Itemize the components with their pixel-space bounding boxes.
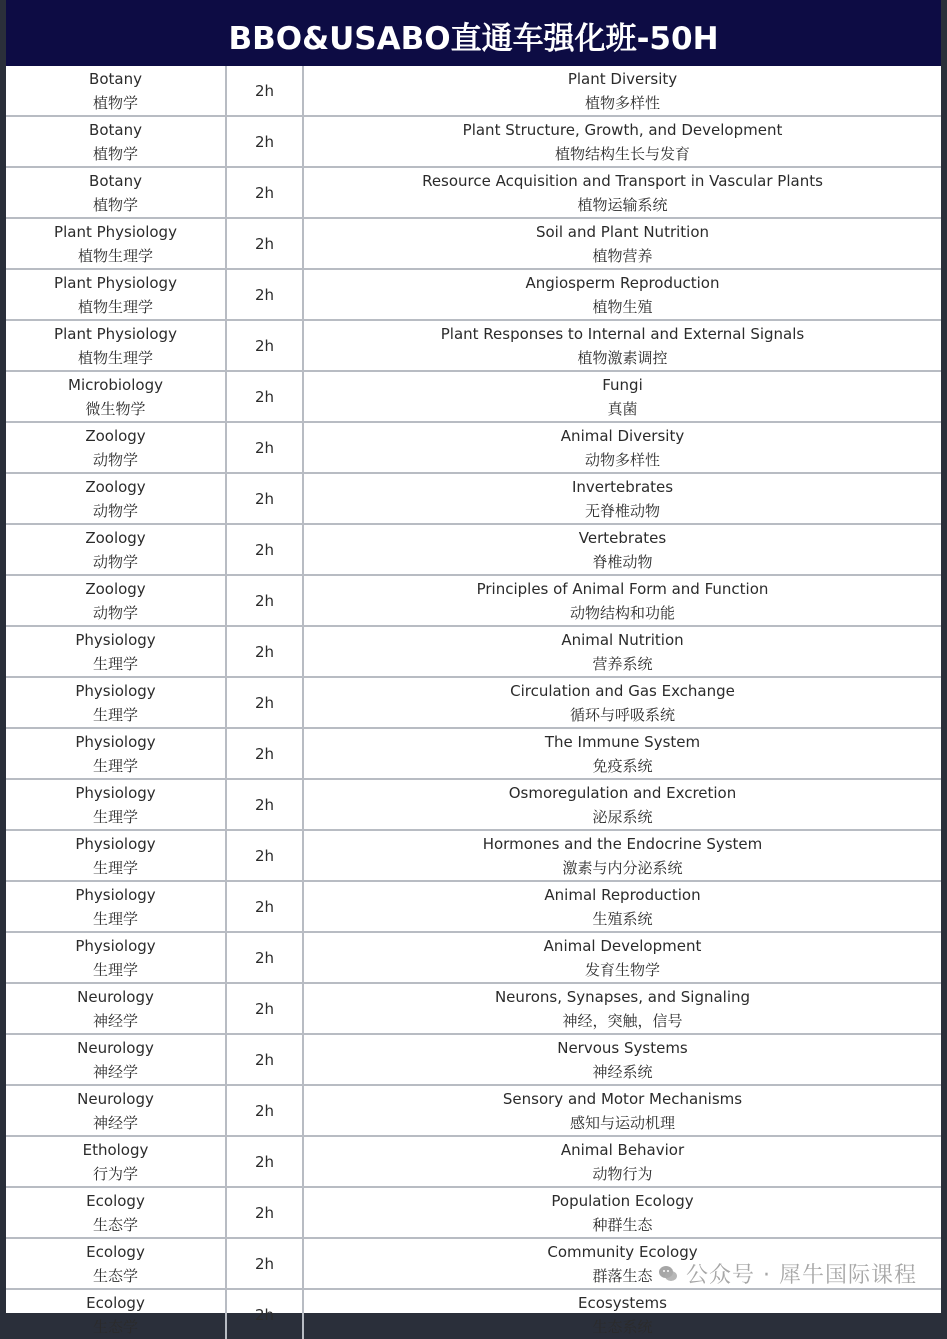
topic-zh: 植物多样性 [584, 93, 660, 112]
subject-en: Neurology [77, 1038, 154, 1057]
hours-cell: 2h [226, 932, 303, 983]
table-row [6, 575, 941, 626]
subject-zh: 植物学 [92, 144, 138, 163]
topic-zh: 动物多样性 [584, 450, 660, 469]
subject-cell [6, 524, 226, 575]
topic-cell [303, 830, 941, 881]
topic-en: Sensory and Motor Mechanisms [502, 1089, 743, 1108]
subject-en: Physiology [75, 783, 156, 802]
subject-en: Physiology [75, 936, 156, 955]
topic-en: Vertebrates [578, 528, 667, 547]
topic-en: Ecosystems [578, 1293, 667, 1312]
topic-en: Hormones and the Endocrine System [482, 834, 763, 853]
course-table-container [6, 66, 941, 1336]
hours-cell: 2h [226, 1136, 303, 1187]
subject-cell [6, 473, 226, 524]
table-row [6, 881, 941, 932]
subject-zh: 植物生理学 [77, 297, 153, 316]
topic-zh: 生殖系统 [592, 909, 653, 928]
page-title: BBO&USABO直通车强化班-50H [228, 20, 719, 57]
subject-cell [6, 626, 226, 677]
topic-cell [303, 1238, 941, 1289]
topic-en: Plant Diversity [567, 69, 678, 88]
subject-en: Neurology [77, 1089, 154, 1108]
hours-cell: 2h [226, 1238, 303, 1289]
table-row [6, 1136, 941, 1187]
subject-cell [6, 422, 226, 473]
subject-cell [6, 983, 226, 1034]
subject-en: Physiology [75, 681, 156, 700]
topic-en: Animal Reproduction [544, 885, 701, 904]
topic-zh: 循环与呼吸系统 [569, 705, 675, 724]
topic-cell [303, 881, 941, 932]
table-row [6, 1289, 941, 1339]
subject-cell [6, 66, 226, 116]
topic-en: Nervous Systems [557, 1038, 688, 1057]
hours-cell: 2h [226, 575, 303, 626]
subject-cell [6, 116, 226, 167]
topic-en: Angiosperm Reproduction [525, 273, 720, 292]
topic-zh: 真菌 [607, 399, 638, 418]
topic-zh: 种群生态 [592, 1215, 653, 1234]
topic-zh: 植物结构生长与发育 [554, 144, 690, 163]
topic-cell [303, 575, 941, 626]
subject-en: Zoology [85, 528, 146, 547]
table-row [6, 932, 941, 983]
table-row [6, 371, 941, 422]
subject-cell [6, 728, 226, 779]
hours-cell: 2h [226, 779, 303, 830]
topic-zh: 生态系统 [592, 1317, 653, 1336]
subject-zh: 行为学 [92, 1164, 138, 1183]
subject-cell [6, 677, 226, 728]
subject-en: Zoology [85, 579, 146, 598]
hours-cell: 2h [226, 1085, 303, 1136]
topic-cell [303, 66, 941, 116]
subject-zh: 植物生理学 [77, 348, 153, 367]
table-row [6, 1085, 941, 1136]
subject-zh: 神经学 [92, 1113, 138, 1132]
topic-en: Plant Structure, Growth, and Development [462, 120, 783, 139]
topic-zh: 发育生物学 [584, 960, 660, 979]
topic-cell [303, 218, 941, 269]
topic-en: Animal Diversity [560, 426, 685, 445]
subject-cell [6, 932, 226, 983]
subject-zh: 生理学 [92, 960, 138, 979]
hours-cell: 2h [226, 422, 303, 473]
topic-zh: 植物运输系统 [577, 195, 668, 214]
topic-zh: 无脊椎动物 [584, 501, 660, 520]
topic-cell [303, 779, 941, 830]
hours-cell: 2h [226, 1034, 303, 1085]
table-row [6, 677, 941, 728]
subject-cell [6, 830, 226, 881]
topic-en: Animal Behavior [560, 1140, 685, 1159]
table-row [6, 626, 941, 677]
topic-cell [303, 422, 941, 473]
subject-zh: 微生物学 [85, 399, 146, 418]
topic-cell [303, 116, 941, 167]
topic-cell [303, 320, 941, 371]
hours-cell: 2h [226, 1187, 303, 1238]
subject-en: Physiology [75, 732, 156, 751]
topic-cell [303, 1136, 941, 1187]
topic-zh: 动物行为 [592, 1164, 653, 1183]
subject-cell [6, 371, 226, 422]
subject-en: Botany [89, 69, 142, 88]
hours-cell: 2h [226, 269, 303, 320]
subject-cell [6, 320, 226, 371]
topic-cell [303, 626, 941, 677]
subject-zh: 动物学 [92, 501, 138, 520]
subject-zh: 生态学 [92, 1266, 138, 1285]
subject-zh: 动物学 [92, 450, 138, 469]
watermark-text: 公众号 · 犀牛国际课程 [686, 1263, 917, 1288]
table-row [6, 116, 941, 167]
subject-zh: 植物学 [92, 195, 138, 214]
topic-cell [303, 524, 941, 575]
subject-en: Neurology [77, 987, 154, 1006]
table-row [6, 1238, 941, 1289]
subject-zh: 植物生理学 [77, 246, 153, 265]
topic-en: Animal Development [543, 936, 702, 955]
topic-zh: 脊椎动物 [592, 552, 653, 571]
topic-cell [303, 1289, 941, 1339]
table-row [6, 269, 941, 320]
subject-zh: 生理学 [92, 756, 138, 775]
topic-cell [303, 677, 941, 728]
subject-zh: 生理学 [92, 807, 138, 826]
hours-cell: 2h [226, 983, 303, 1034]
topic-en: Animal Nutrition [561, 630, 684, 649]
topic-zh: 植物营养 [592, 246, 653, 265]
subject-cell [6, 1289, 226, 1339]
subject-zh: 植物学 [92, 93, 138, 112]
topic-en: Osmoregulation and Excretion [508, 783, 737, 802]
topic-zh: 泌尿系统 [592, 807, 653, 826]
subject-cell [6, 1136, 226, 1187]
topic-en: Fungi [602, 375, 643, 394]
topic-cell [303, 728, 941, 779]
table-row [6, 983, 941, 1034]
subject-cell [6, 269, 226, 320]
subject-zh: 生态学 [92, 1215, 138, 1234]
table-row [6, 524, 941, 575]
subject-en: Ecology [86, 1242, 145, 1261]
table-row [6, 779, 941, 830]
table-row [6, 66, 941, 116]
table-row [6, 830, 941, 881]
topic-en: Invertebrates [571, 477, 674, 496]
subject-en: Ecology [86, 1191, 145, 1210]
subject-zh: 生理学 [92, 654, 138, 673]
subject-en: Plant Physiology [54, 324, 177, 343]
table-row [6, 422, 941, 473]
hours-cell: 2h [226, 371, 303, 422]
hours-cell: 2h [226, 728, 303, 779]
topic-en: The Immune System [544, 732, 701, 751]
subject-zh: 生态学 [92, 1317, 138, 1336]
topic-en: Principles of Animal Form and Function [476, 579, 769, 598]
subject-cell [6, 1238, 226, 1289]
table-row [6, 1034, 941, 1085]
subject-cell [6, 779, 226, 830]
topic-zh: 植物生殖 [592, 297, 653, 316]
table-row [6, 473, 941, 524]
table-row [6, 728, 941, 779]
subject-en: Zoology [85, 477, 146, 496]
subject-cell [6, 1187, 226, 1238]
hours-cell: 2h [226, 218, 303, 269]
topic-cell [303, 983, 941, 1034]
subject-zh: 神经学 [92, 1062, 138, 1081]
topic-cell [303, 167, 941, 218]
table-row [6, 167, 941, 218]
subject-en: Plant Physiology [54, 222, 177, 241]
subject-en: Botany [89, 120, 142, 139]
topic-cell [303, 1085, 941, 1136]
subject-zh: 动物学 [92, 603, 138, 622]
topic-zh: 神经系统 [592, 1062, 653, 1081]
topic-en: Neurons, Synapses, and Signaling [494, 987, 751, 1006]
title-banner [6, 0, 941, 66]
subject-en: Zoology [85, 426, 146, 445]
hours-cell: 2h [226, 320, 303, 371]
topic-zh: 植物激素调控 [577, 348, 668, 367]
hours-cell: 2h [226, 830, 303, 881]
topic-cell [303, 1034, 941, 1085]
subject-en: Physiology [75, 630, 156, 649]
hours-cell: 2h [226, 677, 303, 728]
topic-zh: 营养系统 [592, 654, 653, 673]
subject-cell [6, 1034, 226, 1085]
topic-en: Plant Responses to Internal and External Signals [440, 324, 805, 343]
topic-en: Resource Acquisition and Transport in Vascular Plants [422, 171, 823, 190]
subject-cell [6, 1085, 226, 1136]
table-row [6, 320, 941, 371]
topic-zh: 群落生态 [592, 1266, 653, 1285]
topic-zh: 免疫系统 [592, 756, 653, 775]
subject-en: Ethology [82, 1140, 149, 1159]
topic-cell [303, 269, 941, 320]
subject-zh: 神经学 [92, 1011, 138, 1030]
subject-zh: 生理学 [92, 858, 138, 877]
subject-cell [6, 167, 226, 218]
hours-cell: 2h [226, 626, 303, 677]
topic-zh: 动物结构和功能 [569, 603, 675, 622]
topic-en: Circulation and Gas Exchange [510, 681, 735, 700]
hours-cell: 2h [226, 167, 303, 218]
hours-cell: 2h [226, 524, 303, 575]
topic-en: Population Ecology [551, 1191, 694, 1210]
topic-en: Community Ecology [547, 1242, 698, 1261]
subject-en: Physiology [75, 834, 156, 853]
table-row [6, 1187, 941, 1238]
course-table [6, 66, 941, 1339]
topic-zh: 激素与内分泌系统 [562, 858, 683, 877]
subject-zh: 生理学 [92, 909, 138, 928]
subject-en: Botany [89, 171, 142, 190]
topic-cell [303, 473, 941, 524]
subject-en: Plant Physiology [54, 273, 177, 292]
topic-en: Soil and Plant Nutrition [535, 222, 710, 241]
subject-cell [6, 218, 226, 269]
subject-cell [6, 881, 226, 932]
hours-cell: 2h [226, 66, 303, 116]
subject-zh: 动物学 [92, 552, 138, 571]
hours-cell: 2h [226, 116, 303, 167]
subject-cell [6, 575, 226, 626]
subject-en: Ecology [86, 1293, 145, 1312]
hours-cell: 2h [226, 1289, 303, 1339]
topic-cell [303, 932, 941, 983]
subject-en: Physiology [75, 885, 156, 904]
course-table-body [6, 66, 941, 1339]
subject-zh: 生理学 [92, 705, 138, 724]
hours-cell: 2h [226, 473, 303, 524]
topic-cell [303, 1187, 941, 1238]
subject-en: Microbiology [68, 375, 163, 394]
topic-zh: 神经，突触，信号 [562, 1011, 683, 1030]
hours-cell: 2h [226, 881, 303, 932]
topic-zh: 感知与运动机理 [569, 1113, 675, 1132]
table-row [6, 218, 941, 269]
topic-cell [303, 371, 941, 422]
